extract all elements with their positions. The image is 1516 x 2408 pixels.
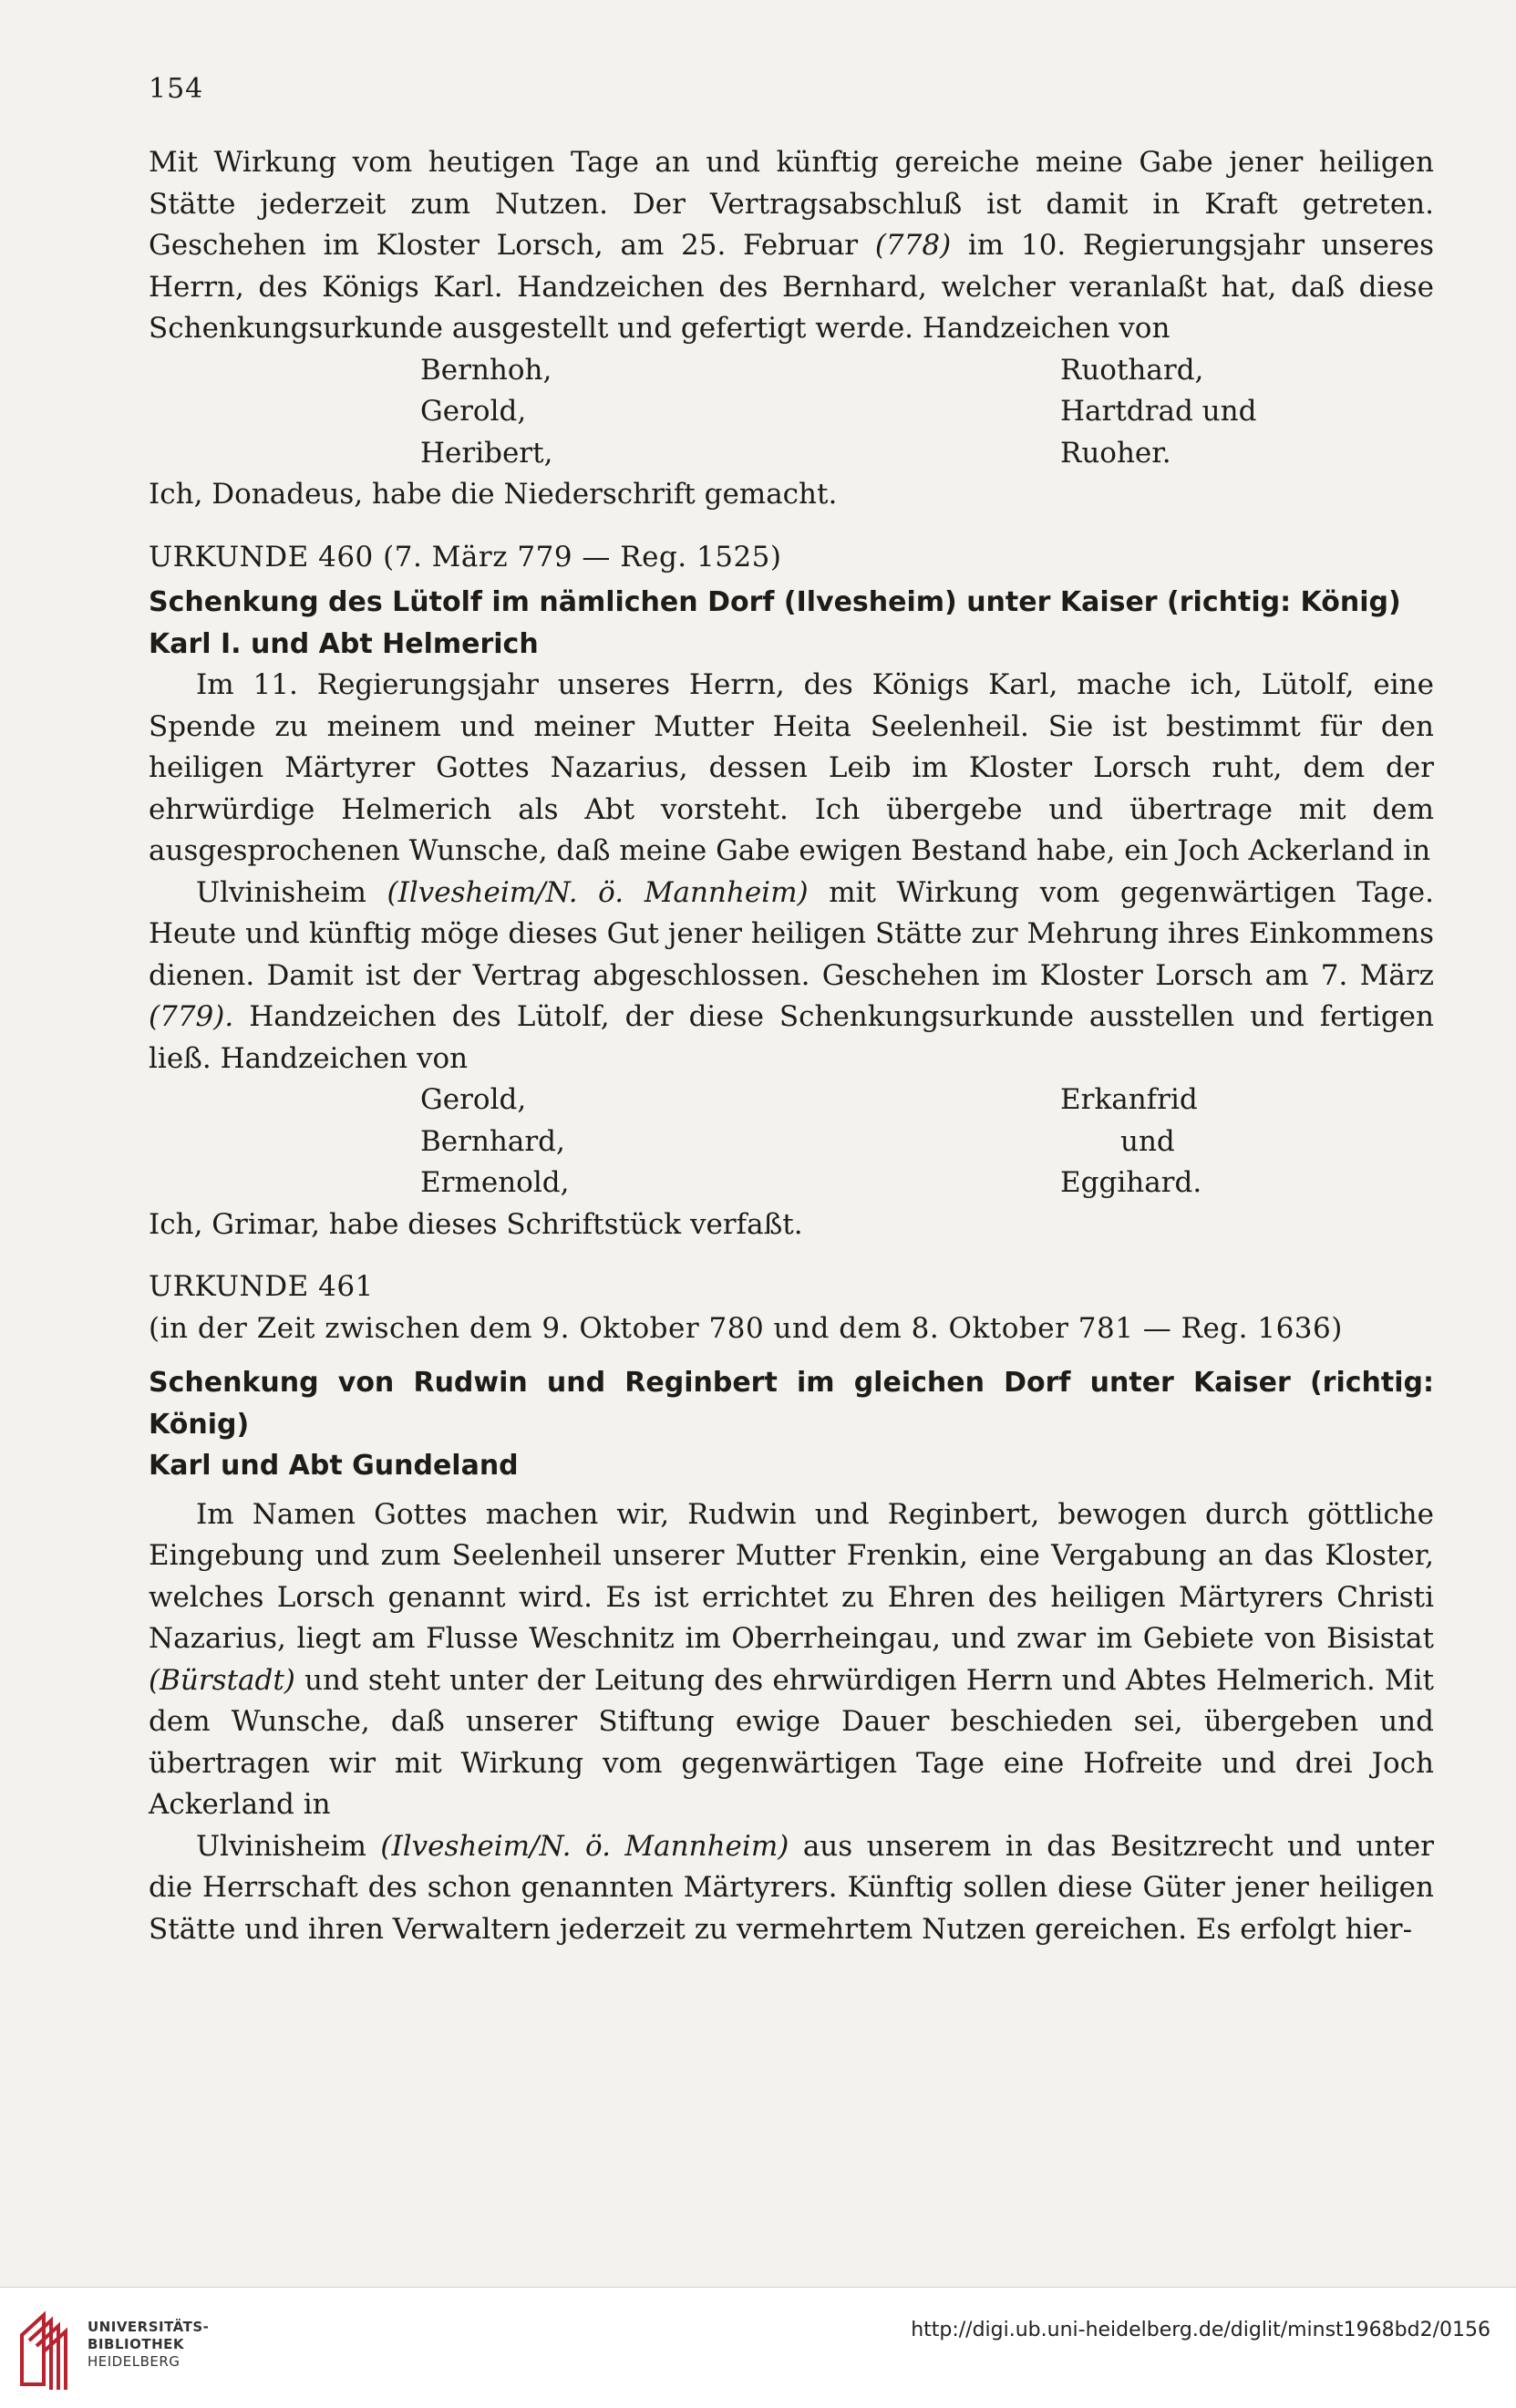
source-url-link[interactable]: http://digi.ub.uni-heidelberg.de/diglit/minst1968bd2/0156 [911,2319,1490,2341]
charter-461-heading: URKUNDE 461 [149,1270,374,1303]
library-logo-icon [16,2308,80,2390]
intro-paragraph: Mit Wirkung vom heutigen Tage an und künftig gereiche meine Gabe jener heiligen Stätte jederzeit zum Nutzen. Der Vertragsabschluß ist damit in Kraft getreten. Geschehen im Kloster Lorsch, am 25. Februar (778) im 10. Regierungsjahr unseres Herrn, des Königs Karl. Handzeichen des Bernhard, welcher veranlaßt hat, daß diese Schenkungsurkunde ausgestellt und gefertigt werde. Handzeichen von [149,146,1435,345]
viewer-footer [0,2287,1516,2408]
charter-461-date: (in der Zeit zwischen dem 9. Oktober 780 und dem 8. Oktober 781 — Reg. 1636) [149,1311,1343,1345]
page-number: 154 [149,73,204,105]
witness-row: Heribert, Ruoher. [420,436,1171,470]
witness-row: Bernhoh, Ruothard, [420,353,1204,387]
charter-460-title: Schenkung des Lütolf im nämlichen Dorf (Ilvesheim) unter Kaiser (richtig: König) Karl I. und Abt Helmerich [149,586,1401,660]
witness-row: Gerold, Erkanfrid [420,1083,1198,1116]
charter-460-paragraph: Ulvinisheim (Ilvesheim/N. ö. Mannheim) mit Wirkung vom gegenwärtigen Tage. Heute und künftig möge dieses Gut jener heiligen Stätte zur Mehrung ihres Einkommens dienen. Damit ist der Vertrag abgeschlossen. Geschehen im Kloster Lorsch am 7. März (779). Handzeichen des Lütolf, der diese Schenkungsurkunde ausstellen und fertigen ließ. Handzeichen von [149,875,1434,1075]
witness-row: Bernhard, und [420,1124,1175,1158]
page-content [149,142,1434,1950]
witness-row: Gerold, Hartdrad und [420,395,1257,428]
charter-461-paragraph: Im Namen Gottes machen wir, Rudwin und Reginbert, bewogen durch göttliche Eingebung und zum Seelenheil unserer Mutter Frenkin, eine Vergabung an das Kloster, welches Lorsch genannt wird. Es ist errichtet zu Ehren des heiligen Märtyrers Christi Nazarius, liegt am Flusse Weschnitz im Oberrheingau, und zwar im Gebiete von Bisistat (Bürstadt) und steht unter der Leitung des ehrwürdigen Herrn und Abtes Helmerich. Mit dem Wunsche, daß unserer Stiftung ewige Dauer beschieden sei, übergeben und übertragen wir mit Wirkung vom gegenwärtigen Tage eine Hofreite und drei Joch Ackerland in [149,1497,1434,1821]
charter-460-heading: URKUNDE 460 (7. März 779 — Reg. 1525) [149,540,782,574]
library-name: UNIVERSITÄTS- BIBLIOTHEK HEIDELBERG [88,2319,210,2370]
scribe-signature: Ich, Grimar, habe dieses Schriftstück verfaßt. [149,1207,803,1241]
charter-461-paragraph: Ulvinisheim (Ilvesheim/N. ö. Mannheim) aus unserem in das Besitzrecht und unter die Herrschaft des schon genannten Märtyrers. Künftig sollen diese Güter jener heiligen Stätte und ihren Verwaltern jederzeit zu vermehrtem Nutzen gereichen. Es erfolgt hier- [149,1829,1435,1946]
charter-461-title: Schenkung von Rudwin und Reginbert im gleichen Dorf unter Kaiser (richtig: König) Karl und Abt Gundeland [149,1367,1434,1482]
charter-460-paragraph: Im 11. Regierungsjahr unseres Herrn, des Königs Karl, mache ich, Lütolf, eine Spende zu meinem und meiner Mutter Heita Seelenheil. Sie ist bestimmt für den heiligen Märtyrer Gottes Nazarius, dessen Leib im Kloster Lorsch ruht, dem der ehrwürdige Helmerich als Abt vorsteht. Ich übergebe und übertrage mit dem ausgesprochenen Wunsche, daß meine Gabe ewigen Bestand habe, ein Joch Ackerland in [149,668,1434,867]
scribe-signature: Ich, Donadeus, habe die Niederschrift gemacht. [149,478,838,511]
witness-row: Ermenold, Eggihard. [420,1166,1202,1199]
